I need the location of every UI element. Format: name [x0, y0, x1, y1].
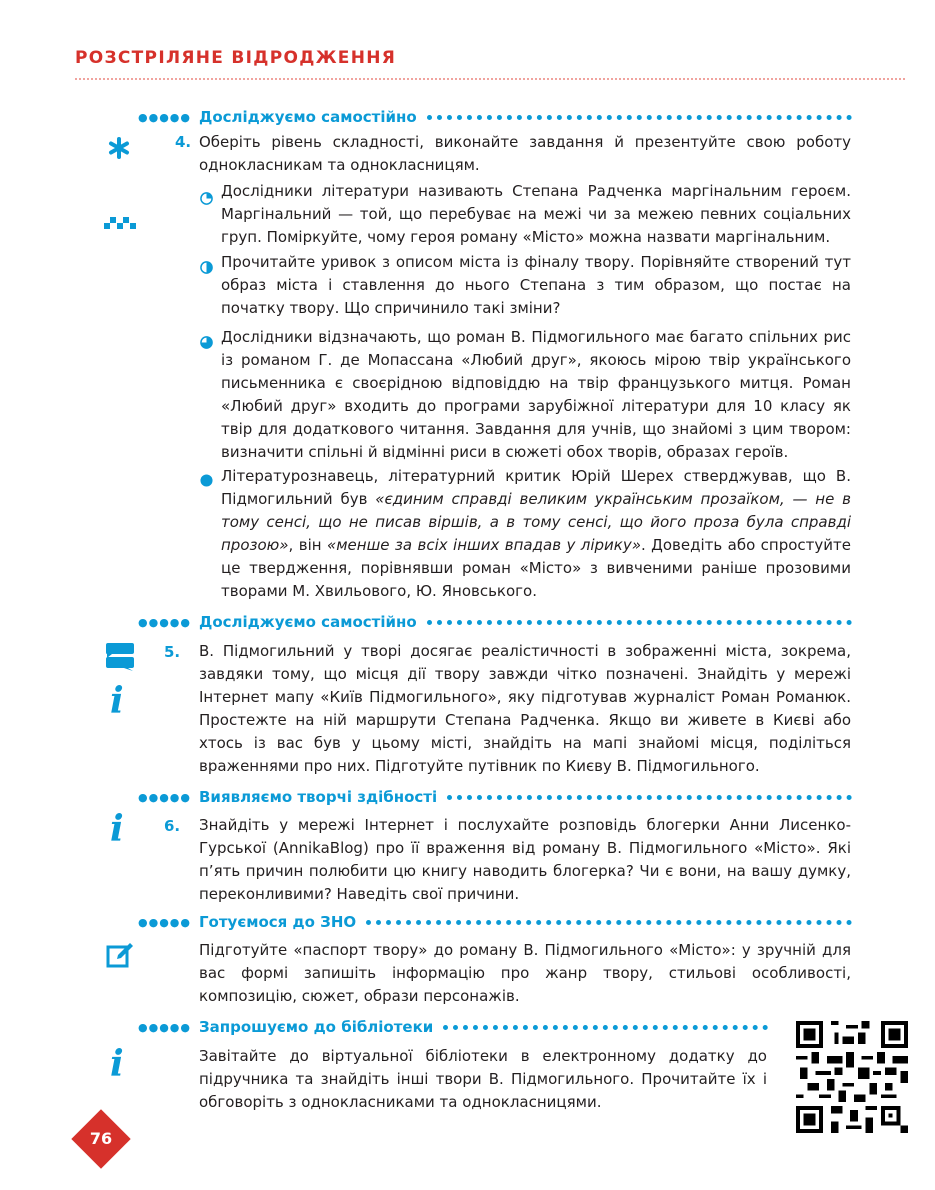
level-4-text: , він: [288, 536, 327, 554]
dots-decoration: [427, 115, 852, 120]
info-icon: i: [110, 808, 124, 850]
page-header-title: РОЗСТРІЛЯНЕ ВІДРОДЖЕННЯ: [75, 48, 397, 68]
dots-decoration: [427, 620, 852, 625]
dots-decoration: [447, 795, 852, 800]
dots-decoration: [366, 920, 852, 925]
level-half-icon: [200, 259, 213, 272]
shereh-quote-1: «єдиним справді великим українським прозаїком, — не в тому сенсі, що не писав віршів, а в тому сенсі, що його проза була справді прозою»: [221, 490, 851, 554]
dots-decoration: ●●●●●: [138, 615, 191, 629]
page-number: 76: [89, 1129, 113, 1148]
task-4-level-1: Дослідники літератури називають Степана Радченка маргінальним героєм. Маргінальний — той, що перебуває на межі чи за межею певних соціальних груп. Поміркуйте, чому героя роману «Місто» можна назвати маргінальним.: [221, 182, 851, 246]
header-divider: [75, 78, 905, 80]
dots-decoration: [443, 1025, 768, 1030]
task-number: 4.: [175, 133, 192, 151]
asterisk-icon: [108, 137, 130, 163]
section-heading-zno: [138, 912, 852, 932]
zno-text: Підготуйте «паспорт твору» до роману В. Підмогильного «Місто»: у зручній для вас формі запишіть інформацію про жанр твору, стильові особливості, композицію, сюжет, образи персонажів.: [199, 941, 851, 1005]
section-title: Досліджуємо самостійно: [199, 613, 417, 631]
speech-bubbles-icon: [104, 643, 136, 675]
dots-decoration: ●●●●●: [138, 790, 191, 804]
section-title: Готуємося до ЗНО: [199, 913, 357, 931]
task-6-text: Знайдіть у мережі Інтернет і послухайте розповідь блогерки Анни Лисенко-Гурської (AnnikaBlog) про її враження від роману В. Підмогильного «Місто». Які п’ять причин полюбити цю книгу наводить блогерка? Чи є вони, на вашу думку, переконливими? Наведіть свої причини.: [199, 816, 851, 903]
shereh-quote-2: «менше за всіх інших впадав у лірику»: [326, 536, 641, 554]
info-icon: i: [110, 680, 124, 722]
library-text: Завітайте до віртуальної бібліотеки в електронному додатку до підручника та знайдіть інші твори В. Підмогильного. Прочитайте їх і обговоріть з однокласниками та однокласницями.: [199, 1047, 767, 1111]
level-full-icon: [200, 472, 213, 485]
section-heading-creative: [138, 787, 852, 807]
section-title: Запрошуємо до бібліотеки: [199, 1018, 434, 1036]
level-4-text: . Доведіть або спростуйте це твердження, порівнявши роман «Місто» з вивченими раніше прозовими творами М. Хвильового, Ю. Яновського.: [221, 536, 851, 600]
task-4-level-4: [221, 465, 851, 603]
task-4-level-3: Дослідники відзначають, що роман В. Підмогильного має багато спільних рис із романом Г. де Мопассана «Любий друг», якоюсь мірою твір українського письменника є своєрідною відповіддю на твір французького митця. Роман «Любий друг» входить до програми зарубіжної літератури для 10 класу як твір для додаткового читання. Завдання для учнів, що знайомі з цим твором: визначити спільні й відмінні риси в сюжеті обох творів, образах героїв.: [221, 328, 851, 461]
edit-note-icon: [106, 941, 134, 973]
task-4-level-2: Прочитайте уривок з описом міста із фіналу твору. Порівняйте створений тут образ міста і ставлення до нього Степана з тим образом, що постає на початку твору. Що спричинило такі зміни?: [221, 253, 851, 317]
section-title: Досліджуємо самостійно: [199, 108, 417, 126]
dots-decoration: ●●●●●: [138, 915, 191, 929]
task-4-intro: Оберіть рівень складності, виконайте завдання й презентуйте свою роботу однокласникам та однокласницям.: [199, 133, 851, 174]
task-5-text: В. Підмогильний у творі досягає реалістичності в зображенні міста, зокрема, завдяки тому, що місця дії твору завжди чітко позначені. Знайдіть у мережі Інтернет мапу «Київ Підмогильного», яку підготував журналіст Роман Романюк. Простежте на ній маршрути Степана Радченка. Якщо ви живете в Києві або хтось із вас був у цьому місті, знайдіть на мапі знайомі місця, поділіться враженнями про них. Підготуйте путівник по Києву В. Підмогильного.: [199, 642, 851, 775]
page-number-badge: [72, 1110, 130, 1168]
qr-code: [796, 1021, 908, 1133]
section-heading-research-2: [138, 612, 852, 632]
section-heading-research-1: [138, 107, 852, 127]
level-quarter-icon: [200, 190, 213, 203]
section-heading-library: [138, 1017, 768, 1037]
dots-decoration: ●●●●●: [138, 1020, 191, 1034]
info-icon: i: [110, 1043, 124, 1085]
task-number: 5.: [164, 643, 181, 661]
dots-decoration: ●●●●●: [138, 110, 191, 124]
pixel-steps-icon: [104, 214, 136, 233]
level-4-text: Літературознавець, літературний критик Юрій Шерех стверджував, що В. Підмогильний був: [221, 467, 851, 508]
section-title: Виявляємо творчі здібності: [199, 788, 438, 806]
task-number: 6.: [164, 817, 181, 835]
level-three-quarter-icon: [200, 334, 213, 347]
